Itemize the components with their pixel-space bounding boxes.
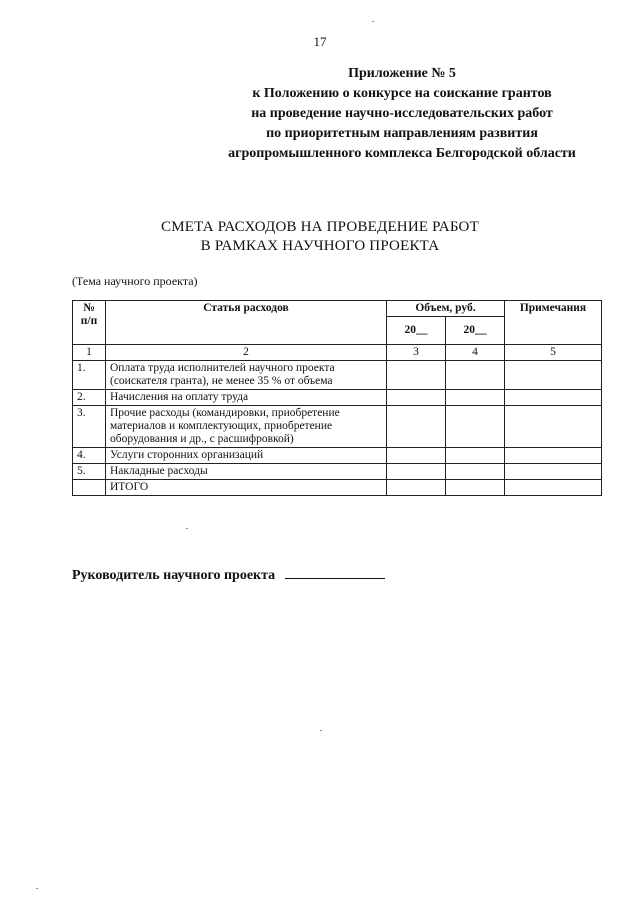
row-value-year2 (446, 406, 505, 448)
header-num: № п/п (73, 301, 106, 345)
row-num: 2. (73, 390, 106, 406)
table-row (73, 464, 602, 480)
scan-speck (320, 730, 322, 731)
signature-line (285, 566, 385, 579)
header-year1: 20__ (387, 317, 446, 345)
header-year2: 20__ (446, 317, 505, 345)
appendix-title: Приложение № 5 (348, 66, 456, 81)
scan-speck (186, 528, 188, 529)
row-value-year1 (387, 406, 446, 448)
row-note (505, 361, 602, 390)
row-value-year1 (387, 448, 446, 464)
row-note (505, 406, 602, 448)
row-num (73, 480, 106, 496)
header-item: Статья расходов (106, 301, 387, 345)
row-note (505, 480, 602, 496)
appendix-line: на проведение научно-исследовательских работ (251, 106, 553, 121)
column-number: 5 (505, 345, 602, 361)
column-number: 4 (446, 345, 505, 361)
row-item: Прочие расходы (командировки, приобретение материалов и комплектующих, приобретение оборудования и др., с расшифровкой) (106, 406, 387, 448)
appendix-line: агропромышленного комплекса Белгородской области (228, 146, 576, 161)
scan-speck (36, 888, 38, 889)
row-num: 3. (73, 406, 106, 448)
row-note (505, 390, 602, 406)
row-item: Услуги сторонних организаций (106, 448, 387, 464)
document-title-line: В РАМКАХ НАУЧНОГО ПРОЕКТА (200, 238, 440, 254)
row-value-year2 (446, 390, 505, 406)
table-header-row (73, 301, 602, 317)
row-item: ИТОГО (106, 480, 387, 496)
row-item: Оплата труда исполнителей научного проекта (соискателя гранта), не менее 35 % от объема (106, 361, 387, 390)
row-note (505, 464, 602, 480)
header-notes: Примечания (505, 301, 602, 345)
row-num: 5. (73, 464, 106, 480)
table-row (73, 390, 602, 406)
row-value-year1 (387, 361, 446, 390)
page-number: 17 (313, 34, 327, 49)
row-value-year2 (446, 448, 505, 464)
row-value-year2 (446, 464, 505, 480)
signature-block (72, 566, 385, 584)
document-title (0, 218, 640, 256)
row-item: Начисления на оплату труда (106, 390, 387, 406)
row-value-year1 (387, 480, 446, 496)
column-number: 2 (106, 345, 387, 361)
row-value-year1 (387, 464, 446, 480)
table-row (73, 361, 602, 390)
scan-speck (372, 21, 374, 22)
appendix-line: по приоритетным направлениям развития (266, 126, 538, 141)
signature-label: Руководитель научного проекта (72, 568, 276, 583)
table-row (73, 406, 602, 448)
budget-table (72, 300, 602, 496)
header-volume: Объем, руб. (387, 301, 505, 317)
row-value-year2 (446, 480, 505, 496)
row-note (505, 448, 602, 464)
column-number: 1 (73, 345, 106, 361)
row-value-year1 (387, 390, 446, 406)
column-numbers-row (73, 345, 602, 361)
row-value-year2 (446, 361, 505, 390)
appendix-line: к Положению о конкурсе на соискание грантов (252, 86, 552, 101)
column-number: 3 (387, 345, 446, 361)
project-topic-label: (Тема научного проекта) (72, 274, 198, 288)
table-row (73, 448, 602, 464)
row-num: 4. (73, 448, 106, 464)
row-num: 1. (73, 361, 106, 390)
table-total-row (73, 480, 602, 496)
appendix-header (210, 64, 594, 164)
row-item: Накладные расходы (106, 464, 387, 480)
document-title-line: СМЕТА РАСХОДОВ НА ПРОВЕДЕНИЕ РАБОТ (161, 219, 479, 235)
